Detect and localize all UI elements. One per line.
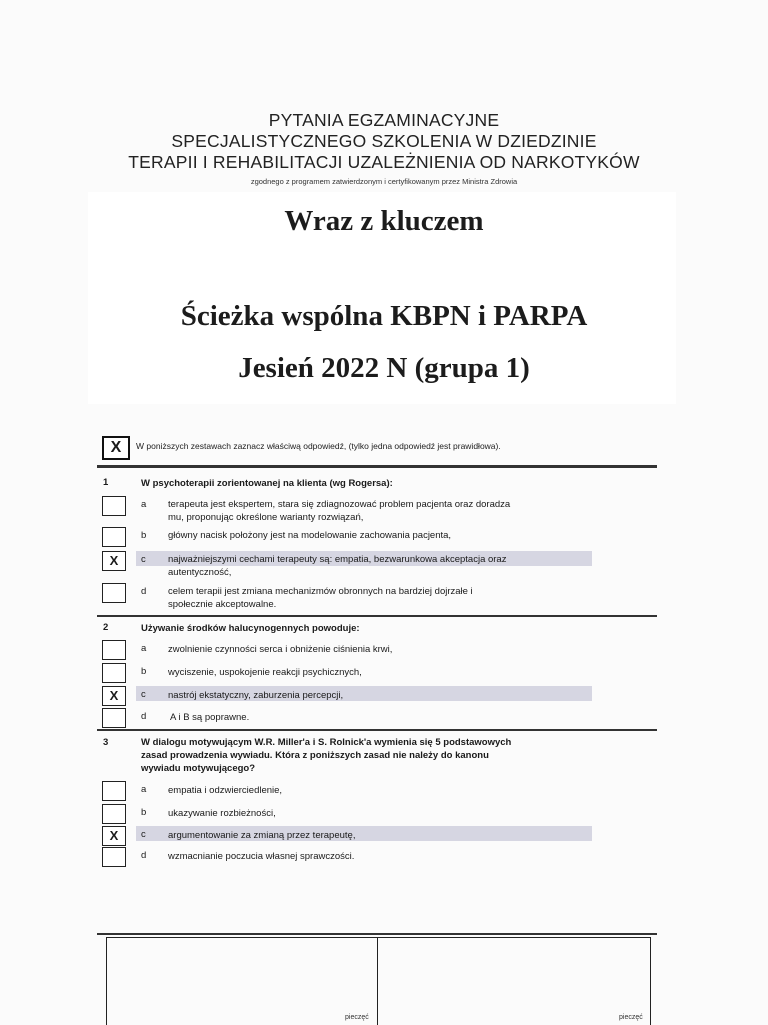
answer-checkbox-1c[interactable]: X <box>102 551 126 571</box>
answer-checkbox-1a[interactable] <box>102 496 126 516</box>
instruction-checkbox: X <box>102 436 130 460</box>
exam-title-line2: SPECJALISTYCZNEGO SZKOLENIA W DZIEDZINIE <box>171 131 597 151</box>
answer-checkbox-3b[interactable] <box>102 804 126 824</box>
answer-letter: b <box>141 530 147 541</box>
divider <box>97 933 657 935</box>
answer-text: wyciszenie, uspokojenie reakcji psychicznych, <box>168 667 362 678</box>
question-number: 3 <box>103 737 109 748</box>
divider <box>97 729 657 731</box>
divider <box>97 615 657 617</box>
question-text: Używanie środków halucynogennych powoduje: <box>141 623 360 634</box>
track-title: Ścieżka wspólna KBPN i PARPA <box>180 300 588 332</box>
question-number: 1 <box>103 477 109 488</box>
answer-text: główny nacisk położony jest na modelowanie zachowania pacjenta, <box>168 530 452 541</box>
answer-letter: d <box>141 711 147 722</box>
answer-checkbox-2d[interactable] <box>102 708 126 728</box>
answer-text: empatia i odzwierciedlenie, <box>168 785 283 796</box>
answer-checkbox-3d[interactable] <box>102 847 126 867</box>
answer-letter: a <box>141 784 147 795</box>
stamp-label-left: pieczęć <box>345 1014 369 1021</box>
question-text: W psychoterapii zorientowanej na klienta (wg Rogersa): <box>141 478 393 489</box>
answer-letter: c <box>141 689 146 700</box>
answer-checkbox-3a[interactable] <box>102 781 126 801</box>
instruction-text: W poniższych zestawach zaznacz właściwą odpowiedź, (tylko jedna odpowiedź jest prawidłowa). <box>136 441 501 451</box>
exam-subtitle: zgodnego z programem zatwierdzonym i certyfikowanym przez Ministra Zdrowia <box>250 177 518 186</box>
answer-text: A i B są poprawne. <box>170 712 250 723</box>
answer-checkbox-3c[interactable]: X <box>102 826 126 846</box>
session-title: Jesień 2022 N (grupa 1) <box>238 352 530 384</box>
stamp-box-right <box>377 937 651 1025</box>
answer-checkbox-2b[interactable] <box>102 663 126 683</box>
answer-checkbox-1d[interactable] <box>102 583 126 603</box>
answer-letter: d <box>141 586 147 597</box>
answer-text: celem terapii jest zmiana mechanizmów obronnych na bardziej dojrzałe i społecznie akceptowalne. <box>168 586 473 610</box>
answer-letter: c <box>141 829 146 840</box>
answer-letter: a <box>141 643 147 654</box>
answer-text: terapeuta jest ekspertem, stara się zdiagnozować problem pacjenta oraz doradza mu, proponując określone warianty rozwiązań, <box>168 499 511 523</box>
answer-letter: d <box>141 850 147 861</box>
answer-text: najważniejszymi cechami terapeuty są: empatia, bezwarunkowa akceptacja oraz autentyczność, <box>168 554 507 578</box>
answer-letter: b <box>141 807 147 818</box>
divider <box>97 465 657 468</box>
answer-checkbox-2a[interactable] <box>102 640 126 660</box>
exam-title-line3: TERAPII I REHABILITACJI UZALEŻNIENIA OD NARKOTYKÓW <box>128 152 640 172</box>
answer-text: argumentowanie za zmianą przez terapeutę, <box>168 830 356 841</box>
answer-text: nastrój ekstatyczny, zaburzenia percepcji, <box>168 690 344 701</box>
answer-letter: a <box>141 499 147 510</box>
answer-text: ukazywanie rozbieżności, <box>168 808 276 819</box>
stamp-label-right: pieczęć <box>619 1014 643 1021</box>
answer-checkbox-1b[interactable] <box>102 527 126 547</box>
stamp-box-left <box>106 937 378 1025</box>
answer-text: wzmacnianie poczucia własnej sprawczości. <box>168 851 355 862</box>
answer-letter: c <box>141 554 146 565</box>
answer-key-title: Wraz z kluczem <box>284 205 484 237</box>
question-text: W dialogu motywującym W.R. Miller'a i S. Rolnick'a wymienia się 5 podstawowych zasad prowadzenia wywiadu. Która z poniższych zasad nie należy do kanonu wywiadu motywującego? <box>141 737 512 774</box>
answer-letter: b <box>141 666 147 677</box>
question-number: 2 <box>103 622 109 633</box>
exam-title-line1: PYTANIA EGZAMINACYJNE <box>268 110 500 130</box>
answer-checkbox-2c[interactable]: X <box>102 686 126 706</box>
answer-text: zwolnienie czynności serca i obniżenie ciśnienia krwi, <box>168 644 393 655</box>
